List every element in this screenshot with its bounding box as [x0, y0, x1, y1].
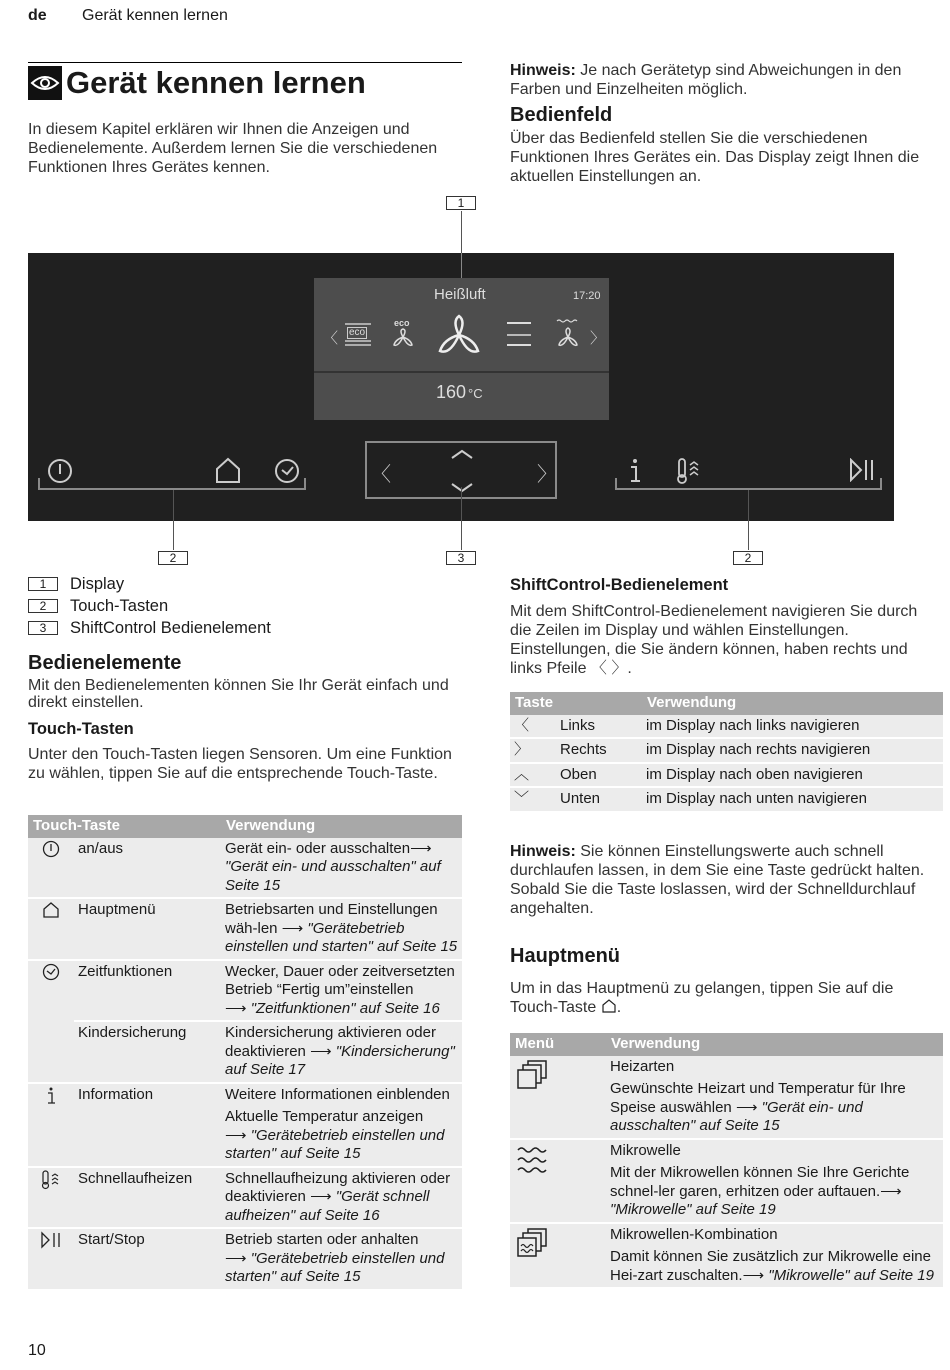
- hauptmenu-heading: Hauptmenü: [510, 945, 620, 967]
- panel-legend: [28, 573, 271, 639]
- bedienelemente-text: Mit den Bedienelementen können Sie Ihr Gerät einfach und direkt einstellen.: [28, 677, 449, 711]
- page-reference[interactable]: "Mikrowelle" auf Seite 19: [610, 1201, 776, 1218]
- microwave-icon: [516, 1144, 548, 1174]
- key-name: Rechts: [556, 738, 642, 763]
- touch-key-use: Schnellaufheizung aktivieren oder deaktivieren: [225, 1169, 451, 1205]
- table-row: [28, 1167, 462, 1229]
- menu-item-use: Gewünschte Heizart und Temperatur für Ihre Speise auswählen: [610, 1080, 906, 1116]
- table-row: [510, 787, 943, 812]
- touch-key-use: Weitere Informationen einblenden: [225, 1085, 450, 1103]
- hint-note-1: [510, 61, 942, 99]
- arrow-icon: ⟶: [225, 1249, 247, 1267]
- intro-text: In diesem Kapitel erklären wir Ihnen die Anzeigen und Bedienelemente. Außerdem lernen Sie die verschiedenen Funktionen Ihres Gerätes kennen.: [28, 121, 438, 176]
- key-name: Oben: [556, 763, 642, 788]
- table-row: [28, 898, 462, 960]
- play-pause-icon: [40, 1231, 62, 1249]
- key-use: im Display nach unten navigieren: [642, 787, 943, 812]
- table-row: [28, 1021, 462, 1083]
- main-menu-table: [510, 1033, 943, 1289]
- touch-key-name: Kindersicherung: [74, 1021, 221, 1083]
- table-header: Touch-Taste: [28, 815, 221, 838]
- touch-key-use: Betrieb starten oder anhalten: [225, 1231, 419, 1248]
- menu-item-name: Mikrowellen-Kombination: [610, 1225, 778, 1243]
- key-symbol: ︿: [510, 763, 556, 788]
- temperature-unit: °C: [468, 386, 483, 401]
- table-row: [510, 715, 943, 739]
- microwave-combo-icon: [516, 1228, 548, 1258]
- touch-tasten-text: Unter den Touch-Tasten liegen Sensoren. Um eine Funktion zu wählen, tippen Sie auf die entsprechende Touch-Taste.: [28, 746, 452, 782]
- table-row: [28, 1083, 462, 1167]
- callout-line-1-inner: [461, 253, 462, 278]
- key-use: im Display nach oben navigieren: [642, 763, 943, 788]
- callout-2b: 2: [733, 551, 763, 565]
- key-symbol: 〈: [510, 715, 556, 739]
- display-time: 17:20: [573, 290, 601, 302]
- touch-key-name: Zeitfunktionen: [74, 960, 221, 1022]
- hint-note-2: [510, 842, 942, 918]
- page-reference[interactable]: "Gerätebetrieb einstellen und starten" auf Seite 15: [225, 1249, 445, 1285]
- table-row: [510, 738, 943, 763]
- legend-label: Touch-Tasten: [70, 596, 169, 615]
- eco-fan-icon: [391, 328, 415, 348]
- page-reference[interactable]: "Kindersicherung" auf Seite 17: [225, 1042, 455, 1078]
- display-right-arrow: 〉: [590, 330, 606, 347]
- bedienelemente-heading: Bedienelemente: [28, 652, 182, 674]
- table-row: [510, 1139, 943, 1223]
- callout-line-2b: [748, 490, 749, 550]
- rapid-heat-icon: [40, 1170, 62, 1190]
- page-reference[interactable]: "Gerätebetrieb einstellen und starten" auf Seite 15: [225, 1126, 445, 1162]
- power-icon: [42, 840, 60, 858]
- key-name: Unten: [556, 787, 642, 812]
- legend-number: 2: [28, 599, 58, 613]
- chevron-up-icon: [450, 448, 474, 460]
- clock-icon: [42, 963, 60, 981]
- table-row: [28, 960, 462, 1022]
- bedienfeld-heading: Bedienfeld: [510, 104, 613, 126]
- key-name: Links: [556, 715, 642, 739]
- key-symbol: ﹀: [510, 787, 556, 812]
- menu-item-name: Mikrowelle: [610, 1141, 681, 1159]
- legend-number: 3: [28, 621, 58, 635]
- right-touch-bracket: [615, 478, 882, 490]
- arrow-icon: ⟶: [310, 1042, 332, 1060]
- callout-1: 1: [446, 196, 476, 210]
- temperature-value: 160: [436, 382, 467, 402]
- hint-text: Je nach Gerätetyp sind Abweichungen in den Farben und Einzelheiten möglich.: [510, 62, 902, 98]
- arrow-icon: ⟶: [410, 839, 432, 857]
- table-row: [510, 763, 943, 788]
- hot-air-fan-icon: [436, 313, 482, 357]
- touch-key-name: an/aus: [74, 838, 221, 899]
- key-use: im Display nach links navigieren: [642, 715, 943, 739]
- display-temperature: [436, 382, 483, 403]
- hint-text: Sie können Einstellungswerte auch schnell durchlaufen lassen, in dem Sie eine Taste gedrückt halten. Sobald Sie die Taste loslassen, wird der Schnelldurchlauf angehalten.: [510, 843, 925, 917]
- hauptmenu-text: Um in das Hauptmenü zu gelangen, tippen Sie auf die Touch-Taste .: [510, 980, 894, 1016]
- touch-key-use: Wecker, Dauer oder zeitversetzten Betrieb “Fertig um”einstellen: [225, 962, 455, 998]
- display-left-arrow: 〈: [323, 330, 339, 347]
- legend-label: Display: [70, 574, 125, 593]
- page-reference[interactable]: "Gerät schnell aufheizen" auf Seite 16: [225, 1188, 430, 1224]
- callout-3: 3: [446, 551, 476, 565]
- touch-keys-table: [28, 815, 462, 1291]
- page-reference[interactable]: "Gerät ein- und ausschalten" auf Seite 15: [225, 858, 441, 894]
- top-bottom-heat-icon: [505, 320, 533, 348]
- home-icon: [601, 998, 617, 1014]
- callout-2a: 2: [158, 551, 188, 565]
- eye-icon: [28, 66, 62, 100]
- shift-right-button[interactable]: 〉: [537, 464, 557, 486]
- arrow-icon: ⟶: [310, 1188, 332, 1205]
- table-row: [510, 1223, 943, 1289]
- display-mode: Heißluft: [434, 286, 486, 303]
- table-row: [510, 1056, 943, 1139]
- eco-label: eco: [349, 327, 366, 338]
- key-use: im Display nach rechts navigieren: [642, 738, 943, 763]
- shift-up-button[interactable]: [450, 447, 474, 459]
- touch-key-name: Schnellaufheizen: [74, 1167, 221, 1229]
- table-row: [28, 1228, 462, 1290]
- touch-key-use: Kindersicherung aktivieren oder deaktivieren: [225, 1024, 436, 1060]
- menu-item-use: Damit können Sie zusätzlich zur Mikrowelle eine Hei-zart zuschalten.: [610, 1248, 931, 1284]
- arrow-icon: ⟶: [225, 999, 247, 1017]
- page-reference[interactable]: "Mikrowelle" auf Seite 19: [768, 1266, 934, 1284]
- menu-item-use: Mit der Mikrowellen können Sie Ihre Gerichte schnel-ler garen, erhitzen oder auftauen.: [610, 1164, 910, 1200]
- callout-line-2a: [173, 490, 174, 550]
- table-header: Menü: [510, 1033, 606, 1056]
- bedienfeld-text: Über das Bedienfeld stellen Sie die verschiedenen Funktionen Ihres Gerätes ein. Das Display zeigt Ihnen die aktuellen Einstellungen an.: [510, 130, 920, 185]
- page-reference[interactable]: "Gerätebetrieb einstellen und starten" auf Seite 15: [225, 919, 458, 955]
- page-reference[interactable]: "Gerät ein- und ausschalten" auf Seite 15: [610, 1098, 863, 1134]
- touch-key-use-2: Aktuelle Temperatur anzeigen: [225, 1108, 424, 1125]
- legend-label: ShiftControl Bedienelement: [70, 618, 271, 637]
- table-header: Taste: [510, 692, 642, 715]
- hint-label: Hinweis:: [510, 62, 576, 79]
- left-touch-bracket: [38, 478, 306, 490]
- arrow-icon: ⟶: [225, 1126, 247, 1144]
- microwave-fan-icon: [555, 318, 581, 348]
- table-row: [28, 838, 462, 899]
- hint-label: Hinweis:: [510, 843, 576, 860]
- home-icon: [42, 901, 60, 919]
- shiftcontrol-text: Mit dem ShiftControl-Bedienelement navigieren Sie durch die Zeilen im Display und wählen Einstellungen. Einstellungen, die Sie ändern können, haben rechts und links Pfeile 〈 〉.: [510, 603, 918, 677]
- touch-key-use: Gerät ein- oder ausschalten: [225, 839, 411, 857]
- callout-line-3: [461, 487, 462, 550]
- arrow-icon: ⟶: [735, 1098, 758, 1116]
- arrow-icon: ⟶: [880, 1182, 902, 1200]
- legend-item: [28, 595, 271, 617]
- shift-left-button[interactable]: 〈: [371, 464, 391, 486]
- legend-item: [28, 573, 271, 595]
- arrow-icon: ⟶: [742, 1266, 765, 1284]
- running-header: Gerät kennen lernen: [82, 7, 228, 24]
- shift-down-button[interactable]: [450, 480, 474, 492]
- arrow-icon: ⟶: [281, 919, 304, 937]
- legend-number: 1: [28, 577, 58, 591]
- page-reference[interactable]: "Zeitfunktionen" auf Seite 16: [250, 999, 440, 1017]
- table-header: Verwendung: [606, 1033, 943, 1056]
- page-number: 10: [28, 1342, 46, 1359]
- info-icon: [44, 1086, 58, 1106]
- chevron-down-icon: [450, 481, 474, 493]
- chapter-title: Gerät kennen lernen: [66, 65, 366, 100]
- key-symbol: 〉: [510, 738, 556, 763]
- touch-key-use: Betriebsarten und Einstellungen wäh-len: [225, 901, 438, 937]
- hauptmenu-intro: Um in das Hauptmenü zu gelangen, tippen Sie auf die Touch-Taste: [510, 980, 894, 1016]
- heating-modes-icon: [516, 1060, 548, 1090]
- chapter-heading: [28, 62, 462, 101]
- touch-key-name: Hauptmenü: [74, 898, 221, 960]
- language-code: de: [28, 7, 47, 24]
- eco-fan-label: eco: [394, 318, 410, 328]
- shiftcontrol-table: [510, 692, 943, 813]
- table-header: Verwendung: [221, 815, 462, 838]
- touch-key-name: Information: [74, 1083, 221, 1167]
- touch-tasten-heading: Touch-Tasten: [28, 720, 134, 738]
- legend-item: [28, 617, 271, 639]
- touch-key-name: Start/Stop: [74, 1228, 221, 1290]
- table-header: Verwendung: [642, 692, 943, 715]
- menu-item-name: Heizarten: [610, 1057, 675, 1075]
- shiftcontrol-heading: ShiftControl-Bedienelement: [510, 576, 729, 594]
- display-separator: [314, 371, 609, 373]
